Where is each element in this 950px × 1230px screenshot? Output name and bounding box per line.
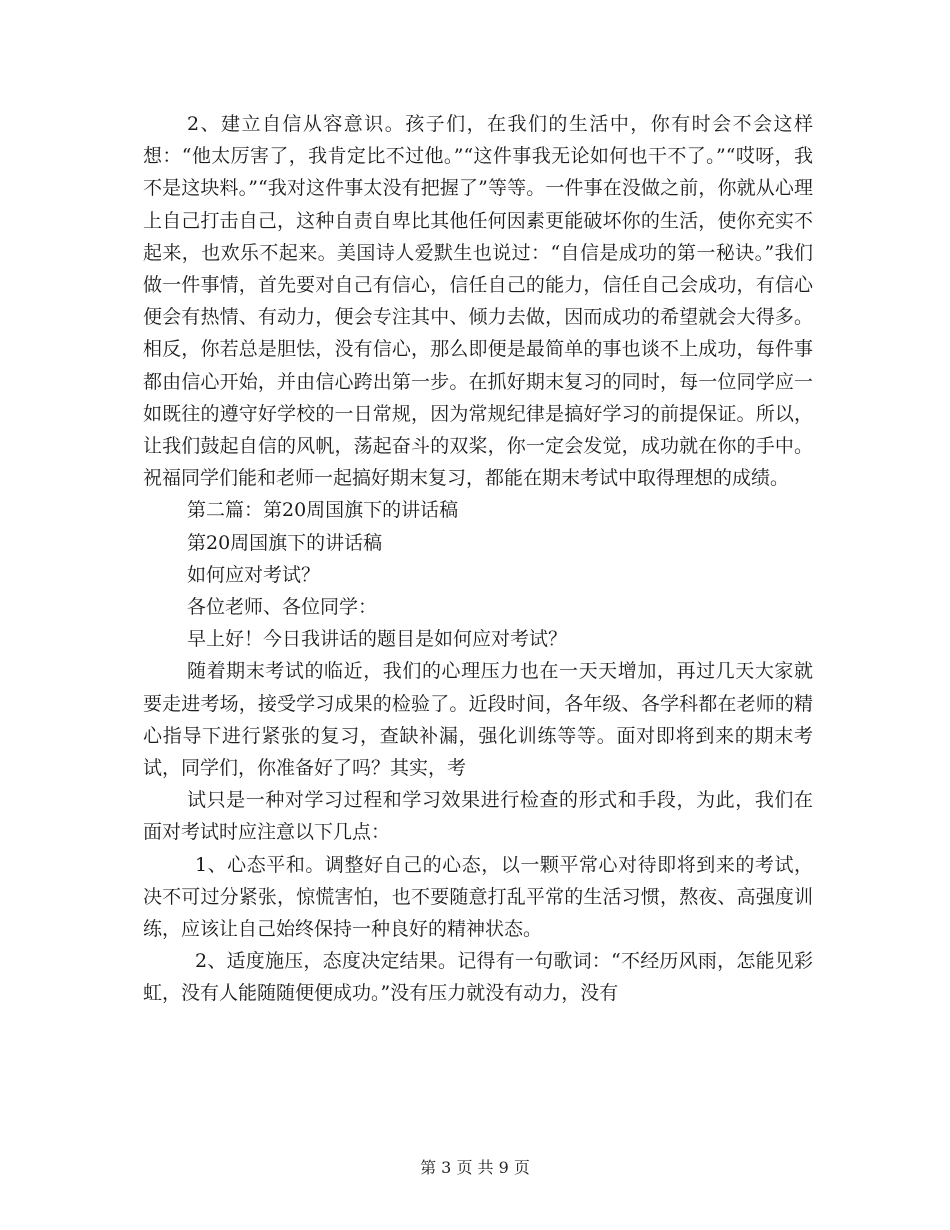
page-number-footer: 第 3 页 共 9 页 bbox=[420, 1158, 530, 1177]
speech-title: 第20周国旗下的讲话稿 bbox=[187, 531, 383, 554]
paragraph-exam-purpose: 试只是一种对学习过程和学习效果进行检查的形式和手段，为此，我们在面对考试时应注意以下几点： bbox=[143, 789, 813, 844]
paragraph-point-1: 1、心态平和。调整好自己的心态，以一颗平常心对待即将到来的考试，决不可过分紧张，惊慌害怕，也不要随意打乱平常的生活习惯，熬夜、高强度训练，应该让自己始终保持一种良好的精神状态。 bbox=[143, 853, 813, 941]
paragraph-confidence: 2、建立自信从容意识。孩子们，在我们的生活中，你有时会不会这样想：“他太厉害了，我肯定比不过他。”“这件事我无论如何也干不了。”“哎呀，我不是这块料。”“我对这件事太没有把握了”等等。一件事在没做之前，你就从心理上自己打击自己，这种自责自卑比其他任何因素更能破坏你的生活，使你充实不起来，也欢乐不起来。美国诗人爱默生也说过：“自信是成功的第一秘诀。”我们做一件事情，首先要对自己有信心，信任自己的能力，信任自己会成功，有信心便会有热情、有动力，便会专注其中、倾力去做，因而成功的希望就会大得多。相反，你若总是胆怯，没有信心，那么即便是最简单的事也谈不上成功，每件事都由信心开始，并由信心跨出第一步。在抓好期末复习的同时，每一位同学应一如既往的遵守好学校的一日常规，因为常规纪律是搞好学习的前提保证。所以，让我们鼓起自信的风帆，荡起奋斗的双桨，你一定会发觉，成功就在你的手中。祝福同学们能和老师一起搞好期末复习，都能在期末考试中取得理想的成绩。 bbox=[143, 113, 813, 490]
speech-topic: 如何应对考试？ bbox=[187, 563, 321, 586]
paragraph-exam-approach: 随着期末考试的临近，我们的心理压力也在一天天增加，再过几天大家就要走进考场，接受学习成果的检验了。近段时间，各年级、各学科都在老师的精心指导下进行紧张的复习，查缺补漏，强化训练等等。面对即将到来的期末考试，同学们，你准备好了吗？其实，考 bbox=[143, 660, 813, 780]
paragraph-point-2: 2、适度施压，态度决定结果。记得有一句歌词：“不经历风雨，怎能见彩虹，没有人能随随便便成功。”没有压力就没有动力，没有 bbox=[143, 950, 813, 1005]
greeting: 早上好！今日我讲话的题目是如何应对考试？ bbox=[187, 628, 568, 651]
salutation: 各位老师、各位同学： bbox=[187, 596, 378, 619]
section-heading: 第二篇：第20周国旗下的讲话稿 bbox=[187, 499, 459, 522]
document-body bbox=[143, 108, 813, 1010]
